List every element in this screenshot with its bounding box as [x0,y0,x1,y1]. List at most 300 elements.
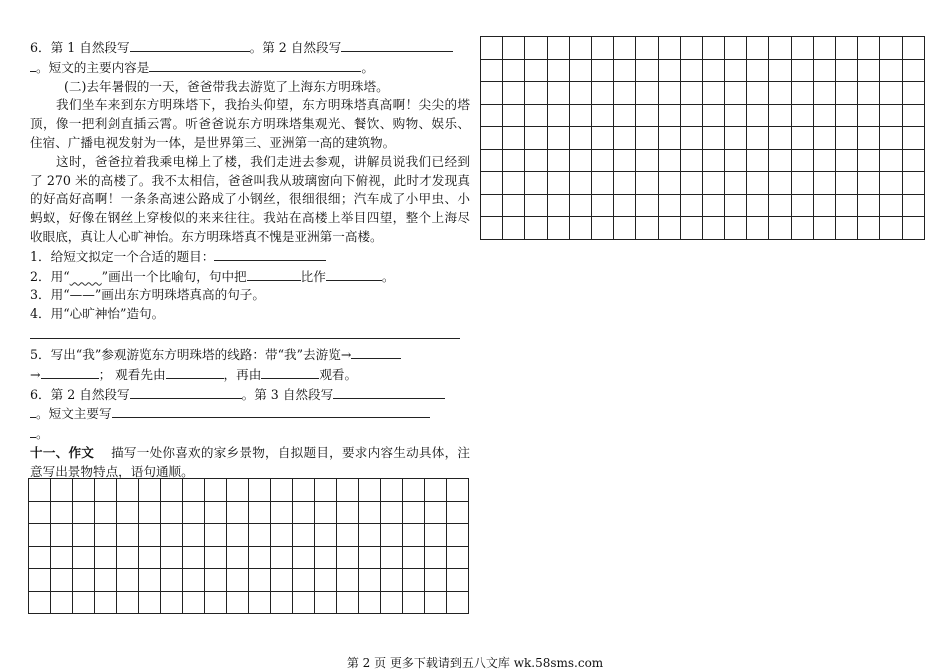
grid-cell[interactable] [183,591,205,614]
grid-cell[interactable] [337,546,359,569]
grid-cell[interactable] [205,524,227,547]
grid-cell[interactable] [503,149,525,172]
grid-cell[interactable] [525,82,547,105]
grid-cell[interactable] [337,479,359,502]
grid-cell[interactable] [359,569,381,592]
grid-cell[interactable] [161,591,183,614]
grid-cell[interactable] [227,524,249,547]
grid-cell[interactable] [403,479,425,502]
answer-blank[interactable] [214,247,326,261]
grid-cell[interactable] [425,546,447,569]
grid-cell[interactable] [183,546,205,569]
grid-cell[interactable] [227,569,249,592]
grid-cell[interactable] [73,546,95,569]
grid-cell[interactable] [614,149,636,172]
grid-cell[interactable] [902,82,924,105]
grid-cell[interactable] [591,149,613,172]
grid-cell[interactable] [359,546,381,569]
grid-cell[interactable] [569,37,591,60]
grid-cell[interactable] [813,217,835,240]
grid-cell[interactable] [747,59,769,82]
grid-cell[interactable] [880,37,902,60]
grid-cell[interactable] [591,82,613,105]
grid-cell[interactable] [117,546,139,569]
grid-cell[interactable] [73,479,95,502]
writing-grid-right[interactable] [480,36,925,240]
grid-cell[interactable] [117,569,139,592]
grid-cell[interactable] [271,524,293,547]
grid-cell[interactable] [95,591,117,614]
grid-cell[interactable] [658,127,680,150]
answer-blank[interactable] [112,404,430,418]
grid-cell[interactable] [249,546,271,569]
grid-cell[interactable] [161,546,183,569]
grid-cell[interactable] [880,194,902,217]
grid-cell[interactable] [636,194,658,217]
grid-cell[interactable] [858,104,880,127]
grid-cell[interactable] [139,479,161,502]
grid-cell[interactable] [271,501,293,524]
grid-cell[interactable] [702,217,724,240]
grid-cell[interactable] [880,172,902,195]
grid-cell[interactable] [381,524,403,547]
grid-cell[interactable] [525,217,547,240]
grid-cell[interactable] [547,217,569,240]
grid-cell[interactable] [315,569,337,592]
grid-cell[interactable] [315,591,337,614]
grid-cell[interactable] [813,149,835,172]
grid-cell[interactable] [636,37,658,60]
grid-cell[interactable] [791,217,813,240]
grid-cell[interactable] [481,59,503,82]
grid-cell[interactable] [547,194,569,217]
grid-cell[interactable] [51,501,73,524]
grid-cell[interactable] [902,127,924,150]
grid-cell[interactable] [725,194,747,217]
grid-cell[interactable] [658,172,680,195]
grid-cell[interactable] [29,524,51,547]
grid-cell[interactable] [381,479,403,502]
grid-cell[interactable] [447,569,469,592]
grid-cell[interactable] [425,569,447,592]
grid-cell[interactable] [836,104,858,127]
grid-cell[interactable] [525,37,547,60]
grid-cell[interactable] [271,591,293,614]
grid-cell[interactable] [139,546,161,569]
grid-cell[interactable] [858,149,880,172]
writing-grid-left[interactable] [28,478,469,614]
grid-cell[interactable] [293,591,315,614]
grid-cell[interactable] [95,501,117,524]
grid-cell[interactable] [569,149,591,172]
grid-cell[interactable] [658,149,680,172]
grid-cell[interactable] [547,172,569,195]
grid-cell[interactable] [337,569,359,592]
grid-cell[interactable] [425,501,447,524]
grid-cell[interactable] [836,59,858,82]
grid-cell[interactable] [447,591,469,614]
grid-cell[interactable] [591,217,613,240]
grid-cell[interactable] [447,546,469,569]
grid-cell[interactable] [791,172,813,195]
grid-cell[interactable] [381,569,403,592]
grid-cell[interactable] [769,194,791,217]
grid-cell[interactable] [95,524,117,547]
grid-cell[interactable] [747,127,769,150]
grid-cell[interactable] [614,194,636,217]
grid-cell[interactable] [680,217,702,240]
grid-cell[interactable] [569,194,591,217]
grid-cell[interactable] [249,479,271,502]
grid-cell[interactable] [117,591,139,614]
grid-cell[interactable] [591,172,613,195]
grid-cell[interactable] [680,194,702,217]
grid-cell[interactable] [836,194,858,217]
grid-cell[interactable] [702,82,724,105]
grid-cell[interactable] [680,127,702,150]
grid-cell[interactable] [315,524,337,547]
grid-cell[interactable] [117,501,139,524]
grid-cell[interactable] [271,546,293,569]
grid-cell[interactable] [902,217,924,240]
grid-cell[interactable] [702,127,724,150]
grid-cell[interactable] [139,569,161,592]
grid-cell[interactable] [813,127,835,150]
grid-cell[interactable] [902,104,924,127]
grid-cell[interactable] [183,479,205,502]
grid-cell[interactable] [117,479,139,502]
grid-cell[interactable] [636,127,658,150]
answer-blank[interactable] [41,365,99,379]
grid-cell[interactable] [183,569,205,592]
grid-cell[interactable] [569,82,591,105]
grid-cell[interactable] [315,501,337,524]
grid-cell[interactable] [902,194,924,217]
grid-cell[interactable] [293,501,315,524]
grid-cell[interactable] [636,172,658,195]
grid-cell[interactable] [337,524,359,547]
grid-cell[interactable] [591,59,613,82]
grid-cell[interactable] [836,127,858,150]
grid-cell[interactable] [658,104,680,127]
grid-cell[interactable] [139,501,161,524]
grid-cell[interactable] [591,127,613,150]
grid-cell[interactable] [725,82,747,105]
grid-cell[interactable] [359,479,381,502]
grid-cell[interactable] [403,569,425,592]
grid-cell[interactable] [481,127,503,150]
grid-cell[interactable] [249,591,271,614]
grid-cell[interactable] [51,546,73,569]
grid-cell[interactable] [359,591,381,614]
grid-cell[interactable] [747,104,769,127]
grid-cell[interactable] [503,194,525,217]
grid-cell[interactable] [591,37,613,60]
grid-cell[interactable] [503,217,525,240]
grid-cell[interactable] [161,479,183,502]
grid-cell[interactable] [425,479,447,502]
grid-cell[interactable] [51,479,73,502]
grid-cell[interactable] [29,479,51,502]
grid-cell[interactable] [359,524,381,547]
grid-cell[interactable] [658,217,680,240]
grid-cell[interactable] [249,501,271,524]
grid-cell[interactable] [95,479,117,502]
grid-cell[interactable] [880,127,902,150]
grid-cell[interactable] [902,59,924,82]
answer-blank[interactable] [166,365,224,379]
grid-cell[interactable] [481,104,503,127]
grid-cell[interactable] [858,194,880,217]
grid-cell[interactable] [769,37,791,60]
answer-blank[interactable] [326,267,382,281]
grid-cell[interactable] [658,82,680,105]
grid-cell[interactable] [680,37,702,60]
grid-cell[interactable] [249,524,271,547]
grid-cell[interactable] [337,501,359,524]
grid-cell[interactable] [547,104,569,127]
grid-cell[interactable] [636,59,658,82]
grid-cell[interactable] [791,37,813,60]
grid-cell[interactable] [403,501,425,524]
grid-cell[interactable] [636,104,658,127]
grid-cell[interactable] [880,104,902,127]
grid-cell[interactable] [503,104,525,127]
answer-blank[interactable] [130,38,250,52]
answer-blank[interactable] [333,385,445,399]
grid-cell[interactable] [293,524,315,547]
grid-cell[interactable] [702,37,724,60]
grid-cell[interactable] [769,149,791,172]
grid-cell[interactable] [547,82,569,105]
grid-cell[interactable] [503,37,525,60]
grid-cell[interactable] [403,546,425,569]
grid-cell[interactable] [614,127,636,150]
grid-cell[interactable] [547,149,569,172]
grid-cell[interactable] [547,59,569,82]
grid-cell[interactable] [836,149,858,172]
grid-cell[interactable] [51,591,73,614]
grid-cell[interactable] [73,501,95,524]
grid-cell[interactable] [858,172,880,195]
grid-cell[interactable] [51,569,73,592]
grid-cell[interactable] [161,524,183,547]
grid-cell[interactable] [636,82,658,105]
grid-cell[interactable] [614,104,636,127]
grid-cell[interactable] [858,217,880,240]
grid-cell[interactable] [813,82,835,105]
grid-cell[interactable] [614,172,636,195]
grid-cell[interactable] [547,127,569,150]
answer-blank[interactable] [247,267,301,281]
grid-cell[interactable] [880,149,902,172]
grid-cell[interactable] [614,59,636,82]
grid-cell[interactable] [747,217,769,240]
grid-cell[interactable] [614,217,636,240]
grid-cell[interactable] [525,149,547,172]
grid-cell[interactable] [227,501,249,524]
grid-cell[interactable] [858,127,880,150]
grid-cell[interactable] [747,194,769,217]
grid-cell[interactable] [525,127,547,150]
grid-cell[interactable] [425,524,447,547]
grid-cell[interactable] [791,59,813,82]
grid-cell[interactable] [139,591,161,614]
grid-cell[interactable] [569,127,591,150]
grid-cell[interactable] [702,149,724,172]
grid-cell[interactable] [205,501,227,524]
grid-cell[interactable] [73,591,95,614]
grid-cell[interactable] [205,479,227,502]
grid-cell[interactable] [271,479,293,502]
grid-cell[interactable] [858,82,880,105]
grid-cell[interactable] [658,194,680,217]
grid-cell[interactable] [836,82,858,105]
answer-blank[interactable] [341,38,453,52]
grid-cell[interactable] [293,479,315,502]
grid-cell[interactable] [293,569,315,592]
grid-cell[interactable] [747,37,769,60]
grid-cell[interactable] [315,479,337,502]
grid-cell[interactable] [813,37,835,60]
grid-cell[interactable] [315,546,337,569]
grid-cell[interactable] [425,591,447,614]
grid-cell[interactable] [337,591,359,614]
grid-cell[interactable] [880,217,902,240]
grid-cell[interactable] [481,194,503,217]
grid-cell[interactable] [725,104,747,127]
grid-cell[interactable] [205,546,227,569]
grid-cell[interactable] [747,82,769,105]
grid-cell[interactable] [359,501,381,524]
grid-cell[interactable] [858,37,880,60]
grid-cell[interactable] [139,524,161,547]
grid-cell[interactable] [525,59,547,82]
grid-cell[interactable] [249,569,271,592]
grid-cell[interactable] [858,59,880,82]
grid-cell[interactable] [725,37,747,60]
grid-cell[interactable] [769,127,791,150]
grid-cell[interactable] [403,524,425,547]
grid-cell[interactable] [29,546,51,569]
grid-cell[interactable] [880,59,902,82]
grid-cell[interactable] [769,217,791,240]
grid-cell[interactable] [481,82,503,105]
grid-cell[interactable] [680,149,702,172]
grid-cell[interactable] [569,172,591,195]
grid-cell[interactable] [747,149,769,172]
grid-cell[interactable] [813,104,835,127]
grid-cell[interactable] [725,127,747,150]
grid-cell[interactable] [569,217,591,240]
grid-cell[interactable] [73,524,95,547]
grid-cell[interactable] [680,172,702,195]
grid-cell[interactable] [73,569,95,592]
grid-cell[interactable] [747,172,769,195]
grid-cell[interactable] [614,82,636,105]
grid-cell[interactable] [836,172,858,195]
grid-cell[interactable] [447,479,469,502]
answer-blank[interactable] [130,385,242,399]
grid-cell[interactable] [503,59,525,82]
grid-cell[interactable] [227,479,249,502]
grid-cell[interactable] [725,59,747,82]
answer-blank[interactable] [149,58,361,72]
grid-cell[interactable] [725,149,747,172]
grid-cell[interactable] [836,217,858,240]
grid-cell[interactable] [161,501,183,524]
grid-cell[interactable] [591,104,613,127]
grid-cell[interactable] [680,82,702,105]
grid-cell[interactable] [813,59,835,82]
grid-cell[interactable] [227,591,249,614]
grid-cell[interactable] [769,104,791,127]
grid-cell[interactable] [271,569,293,592]
grid-cell[interactable] [447,501,469,524]
grid-cell[interactable] [161,569,183,592]
grid-cell[interactable] [503,82,525,105]
grid-cell[interactable] [481,217,503,240]
grid-cell[interactable] [702,59,724,82]
grid-cell[interactable] [902,149,924,172]
grid-cell[interactable] [525,172,547,195]
grid-cell[interactable] [702,172,724,195]
grid-cell[interactable] [117,524,139,547]
grid-cell[interactable] [569,59,591,82]
grid-cell[interactable] [902,172,924,195]
grid-cell[interactable] [381,546,403,569]
grid-cell[interactable] [227,546,249,569]
grid-cell[interactable] [769,59,791,82]
grid-cell[interactable] [29,591,51,614]
grid-cell[interactable] [725,217,747,240]
grid-cell[interactable] [813,194,835,217]
answer-blank[interactable] [261,365,319,379]
grid-cell[interactable] [403,591,425,614]
grid-cell[interactable] [447,524,469,547]
grid-cell[interactable] [791,127,813,150]
answer-blank[interactable] [351,345,401,359]
grid-cell[interactable] [381,501,403,524]
grid-cell[interactable] [547,37,569,60]
grid-cell[interactable] [813,172,835,195]
answer-rule[interactable] [30,326,460,339]
grid-cell[interactable] [658,37,680,60]
grid-cell[interactable] [769,82,791,105]
grid-cell[interactable] [880,82,902,105]
grid-cell[interactable] [293,546,315,569]
grid-cell[interactable] [205,569,227,592]
grid-cell[interactable] [205,591,227,614]
grid-cell[interactable] [481,172,503,195]
grid-cell[interactable] [95,546,117,569]
grid-cell[interactable] [29,501,51,524]
grid-cell[interactable] [525,194,547,217]
grid-cell[interactable] [51,524,73,547]
grid-cell[interactable] [636,217,658,240]
grid-cell[interactable] [183,524,205,547]
grid-cell[interactable] [702,194,724,217]
grid-cell[interactable] [95,569,117,592]
grid-cell[interactable] [481,149,503,172]
grid-cell[interactable] [791,104,813,127]
grid-cell[interactable] [902,37,924,60]
grid-cell[interactable] [769,172,791,195]
grid-cell[interactable] [569,104,591,127]
grid-cell[interactable] [658,59,680,82]
grid-cell[interactable] [503,172,525,195]
grid-cell[interactable] [525,104,547,127]
